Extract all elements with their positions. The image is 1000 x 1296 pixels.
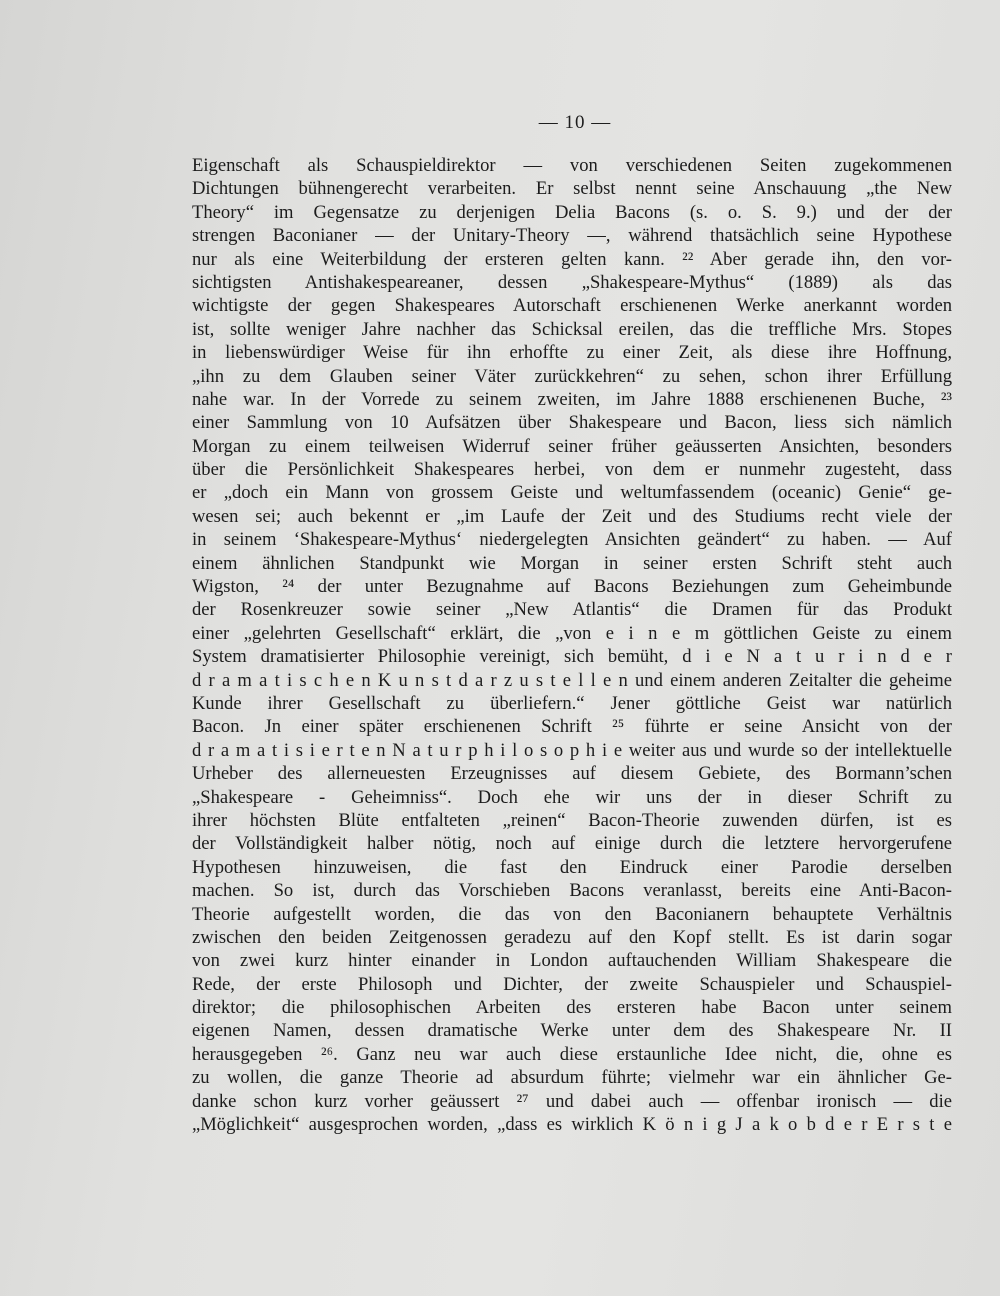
text-line: „Shakespeare - Geheimniss“. Doch ehe wir uns der in dieser Schrift zu: [192, 786, 952, 808]
text-line: machen. So ist, durch das Vorschieben Bacons veranlasst, bereits eine Anti-Bacon-: [192, 880, 952, 902]
text-line: „Möglichkeit“ ausgesprochen worden, „dass es wirklich K ö n i g J a k o b d e r E r s t e: [192, 1114, 952, 1136]
text-line: direktor; die philosophischen Arbeiten des ersteren habe Bacon unter seinem: [192, 997, 952, 1019]
text-line: in liebenswürdiger Weise für ihn erhoffte zu einer Zeit, als diese ihre Hoffnung,: [192, 342, 952, 364]
text-line: sichtigsten Antishakespeareaner, dessen „Shakespeare-Mythus“ (1889) als das: [192, 271, 952, 293]
text-line: d r a m a t i s i e r t e n N a t u r p h i l o s o p h i e weiter aus und wurde so der intellektuelle: [192, 739, 952, 761]
text-line: Wigston, ²⁴ der unter Bezugnahme auf Bacons Beziehungen zum Geheimbunde: [192, 576, 952, 598]
text-line: nur als eine Weiterbildung der ersteren gelten kann. ²² Aber gerade ihn, den vor-: [192, 248, 952, 270]
text-line: Eigenschaft als Schauspieldirektor — von verschiedenen Seiten zugekommenen: [192, 155, 952, 176]
text-line: Urheber des allerneuesten Erzeugnisses auf diesem Gebiete, des Bormann’schen: [192, 763, 952, 785]
text-line: ist, sollte weniger Jahre nachher das Schicksal ereilen, das die treffliche Mrs. Stopes: [192, 318, 952, 340]
body-text: [192, 154, 952, 1136]
text-line: von zwei kurz hinter einander in London auftauchenden William Shakespeare die: [192, 950, 952, 972]
text-line: Theory“ im Gegensatze zu derjenigen Delia Bacons (s. o. S. 9.) und der der: [192, 201, 952, 223]
text-line: der Vollständigkeit halber nötig, noch auf einige durch die letztere hervorgerufene: [192, 833, 952, 855]
text-line: ihrer höchsten Blüte entfalteten „reinen“ Bacon-Theorie zuwenden dürfen, ist es: [192, 809, 952, 831]
text-line: Bacon. Jn einer später erschienenen Schrift ²⁵ führte er seine Ansicht von der: [192, 716, 952, 738]
text-line: in seinem ‘Shakespeare-Mythus‘ niedergelegten Ansichten geändert“ zu haben. — Auf: [192, 529, 952, 551]
text-line: der Rosenkreuzer sowie seiner „New Atlantis“ die Dramen für das Produkt: [192, 599, 952, 621]
text-line: einem ähnlichen Standpunkt wie Morgan in seiner ersten Schrift steht auch: [192, 552, 952, 574]
text-line: „ihn zu dem Glauben seiner Väter zurückkehren“ zu sehen, schon ihrer Erfüllung: [192, 365, 952, 387]
page-number: — 10 —: [538, 112, 612, 133]
text-line: System dramatisierter Philosophie vereinigt, sich bemüht, d i e N a t u r i n d e r: [192, 646, 952, 668]
text-line: d r a m a t i s c h e n K u n s t d a r z u s t e l l e n und einem anderen Zeitalter die geheime: [192, 669, 952, 691]
text-line: zu wollen, die ganze Theorie ad absurdum führte; vielmehr war ein ähnlicher Ge-: [192, 1067, 952, 1089]
text-line: Rede, der erste Philosoph und Dichter, der zweite Schauspieler und Schauspiel-: [192, 973, 952, 995]
text-line: nahe war. In der Vorrede zu seinem zweiten, im Jahre 1888 erschienenen Buche, ²³: [192, 388, 952, 410]
text-line: Hypothesen hinzuweisen, die fast den Eindruck einer Parodie derselben: [192, 856, 952, 878]
text-line: Dichtungen bühnengerecht verarbeiten. Er selbst nennt seine Anschauung „the New: [192, 178, 952, 200]
text-line: Theorie aufgestellt worden, die das von den Baconianern behauptete Verhältnis: [192, 903, 952, 925]
text-line: zwischen den beiden Zeitgenossen geradezu auf den Kopf stellt. Es ist darin sogar: [192, 926, 952, 948]
text-line: er „doch ein Mann von grossem Geiste und weltumfassendem (oceanic) Genie“ ge-: [192, 482, 952, 504]
text-line: herausgegeben ²⁶. Ganz neu war auch diese erstaunliche Idee nicht, die, ohne es: [192, 1043, 952, 1065]
text-line: über die Persönlichkeit Shakespeares herbei, von dem er nunmehr zugesteht, dass: [192, 459, 952, 481]
text-line: Morgan zu einem teilweisen Widerruf seiner früher geäusserten Ansichten, besonders: [192, 435, 952, 457]
text-line: strengen Baconianer — der Unitary-Theory —, während thatsächlich seine Hypothese: [192, 225, 952, 247]
text-line: einer Sammlung von 10 Aufsätzen über Shakespeare und Bacon, liess sich nämlich: [192, 412, 952, 434]
text-line: wesen sei; auch bekennt er „im Laufe der Zeit und des Studiums recht viele der: [192, 505, 952, 527]
text-line: danke schon kurz vorher geäussert ²⁷ und dabei auch — offenbar ironisch — die: [192, 1090, 952, 1112]
text-line: eigenen Namen, dessen dramatische Werke unter dem des Shakespeare Nr. II: [192, 1020, 952, 1042]
text-line: Kunde ihrer Gesellschaft zu überliefern.“ Jener göttliche Geist war natürlich: [192, 692, 952, 714]
text-line: wichtigste der gegen Shakespeares Autorschaft erschienenen Werke anerkannt worden: [192, 295, 952, 317]
text-line: einer „gelehrten Gesellschaft“ erklärt, die „von e i n e m göttlichen Geiste zu einem: [192, 622, 952, 644]
